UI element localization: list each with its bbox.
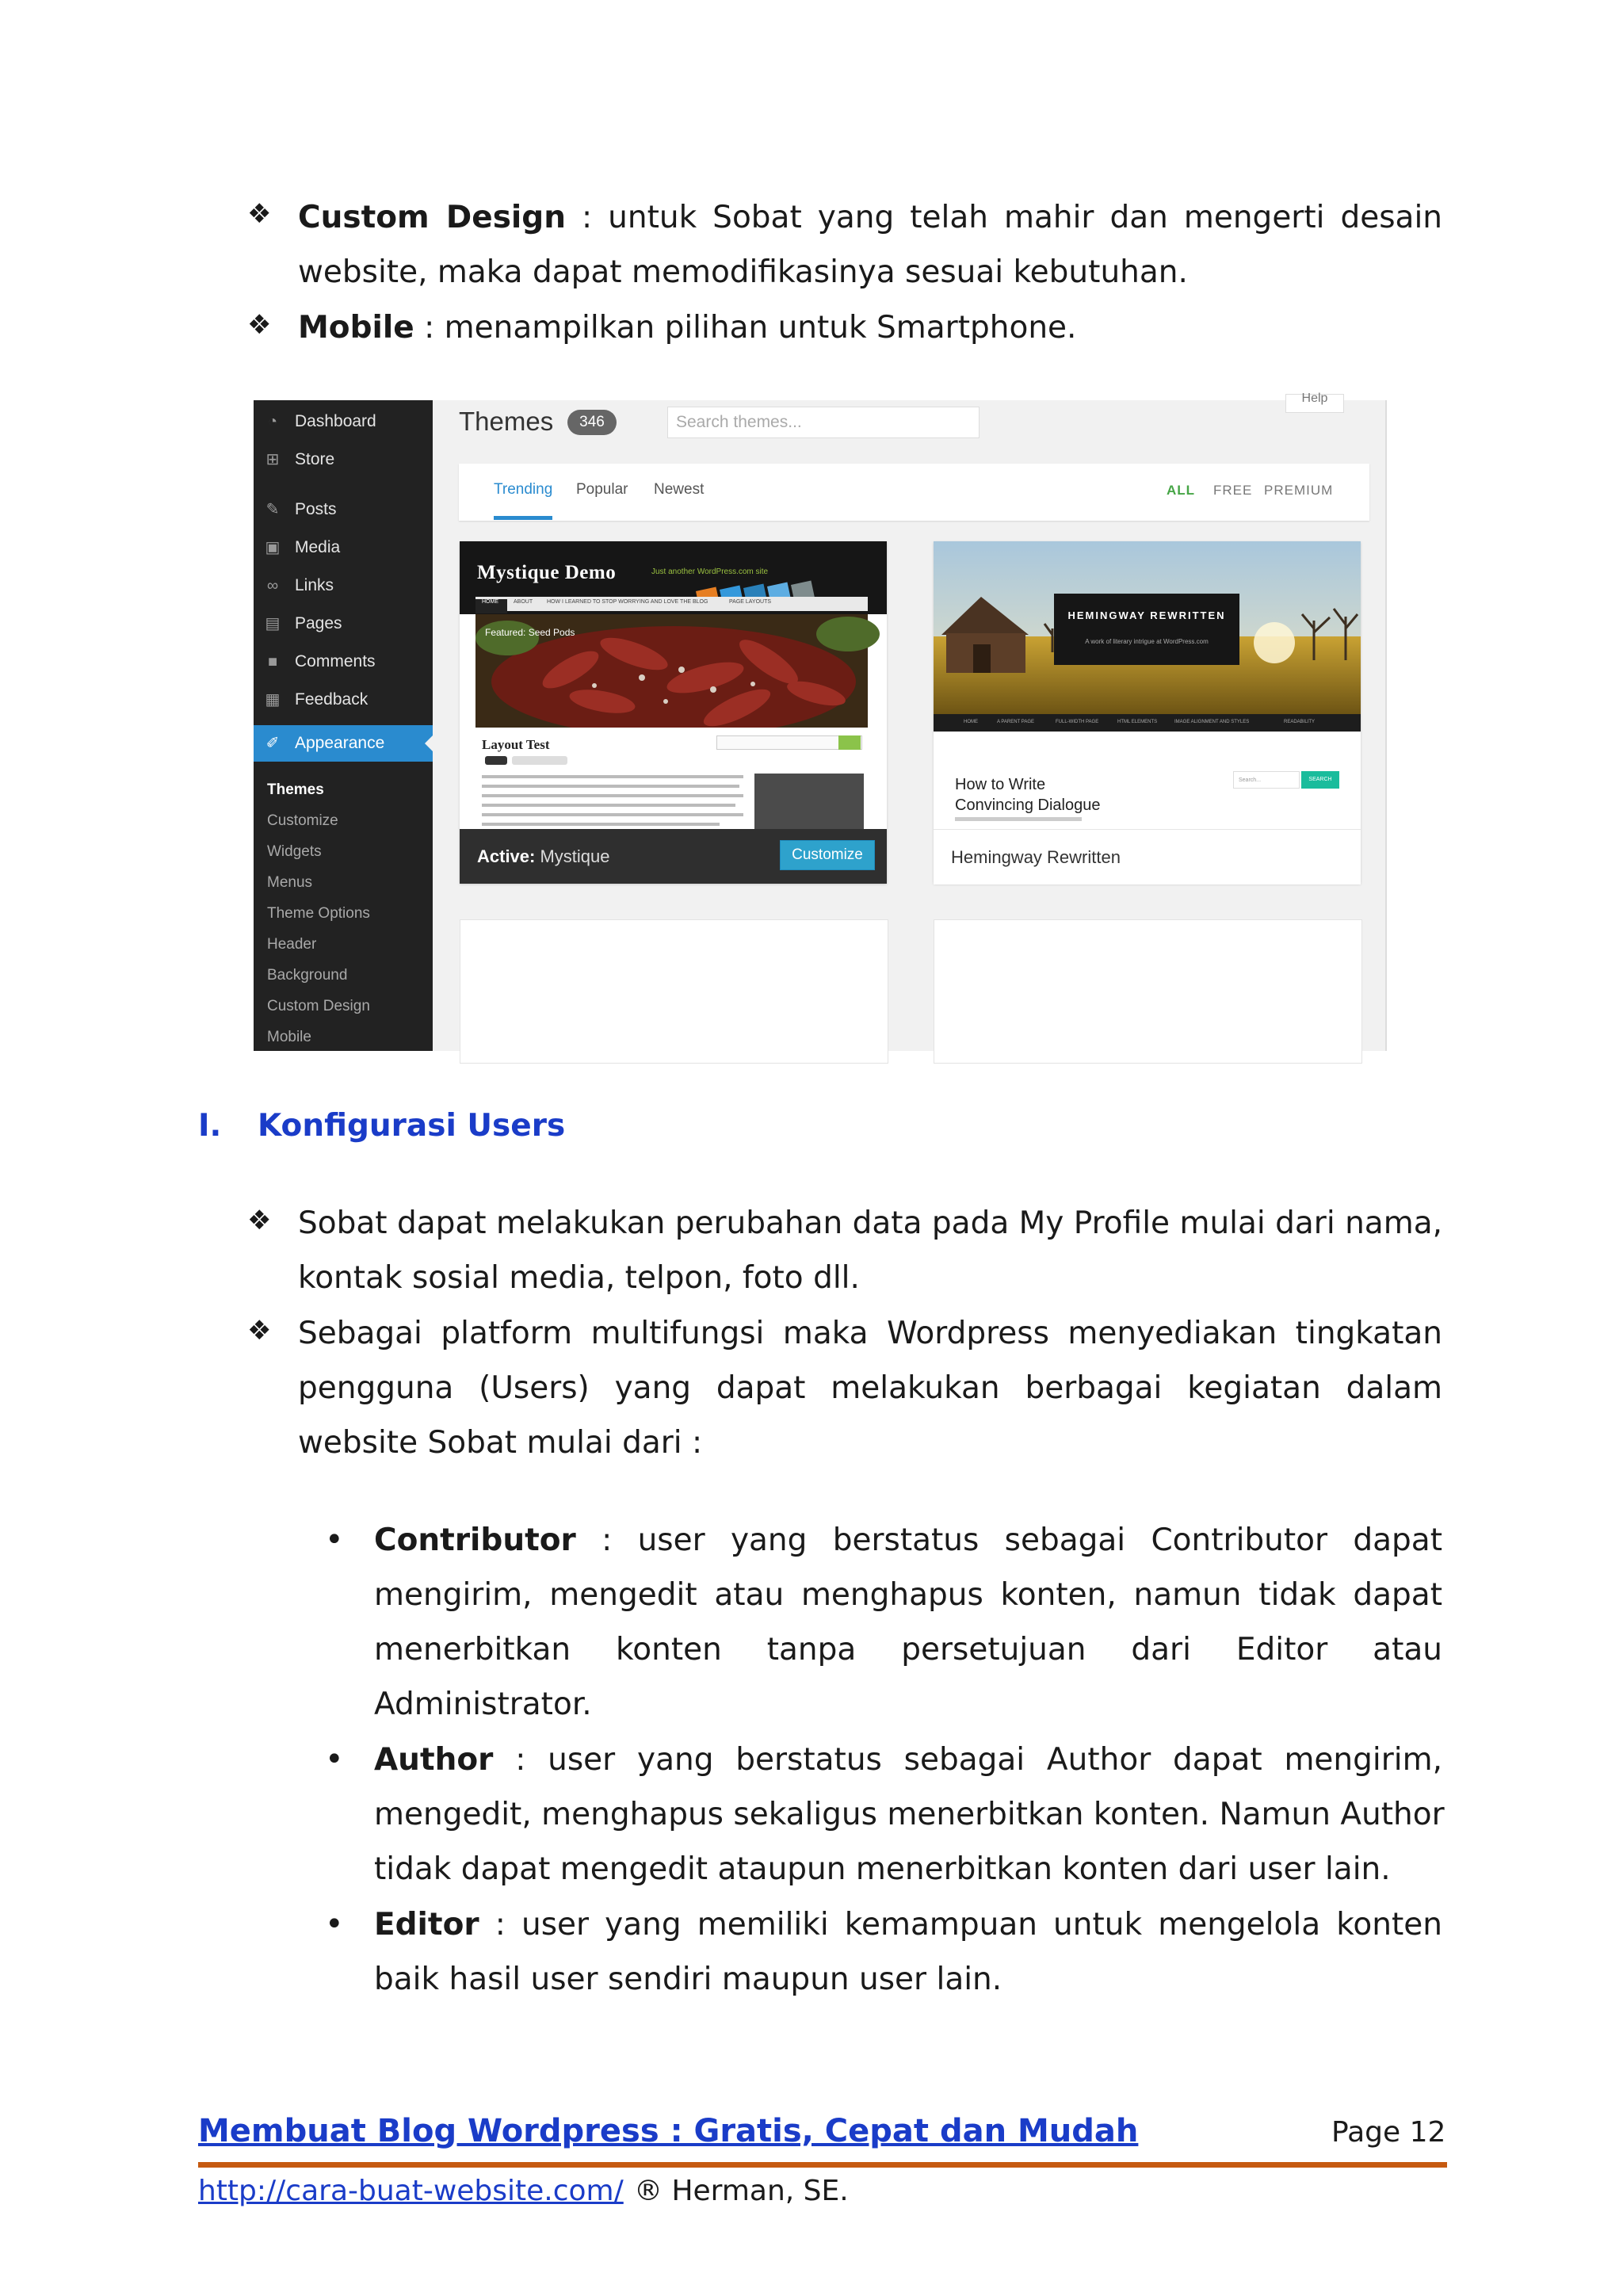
- page-number: Page 12: [1331, 2116, 1446, 2149]
- submenu-theme-options[interactable]: Theme Options: [267, 905, 370, 922]
- pin-icon: ✎: [265, 501, 280, 518]
- mystique-nav: HOME ABOUT HOW I LEARNED TO STOP WORRYING AND LOVE THE BLOG PAGE LAYOUTS: [475, 597, 868, 611]
- hemingway-header-image: [934, 541, 1361, 714]
- submenu-background[interactable]: Background: [267, 967, 348, 984]
- bullet-diamond-icon: ❖: [247, 1205, 272, 1236]
- hemingway-search-input: Search...: [1233, 771, 1300, 789]
- post-meta: [955, 817, 1082, 821]
- sidebar-item-comments[interactable]: ■ Comments: [254, 644, 433, 679]
- sidebar-item-pages[interactable]: ▤ Pages: [265, 614, 342, 632]
- active-tab-underline: [494, 516, 552, 520]
- filter-all[interactable]: ALL: [1167, 483, 1196, 498]
- featured-label: Featured: Seed Pods: [485, 627, 575, 638]
- filter-bar: [459, 464, 1369, 521]
- search-themes-input[interactable]: Search themes...: [667, 407, 980, 438]
- bullet-diamond-icon: ❖: [247, 198, 272, 230]
- bullet-dot-icon: •: [325, 1522, 344, 1558]
- filter-premium[interactable]: PREMIUM: [1264, 483, 1334, 498]
- hemingway-post-title: How to Write Convincing Dialogue: [955, 776, 1101, 814]
- submenu-widgets[interactable]: Widgets: [267, 843, 322, 860]
- active-theme-bar: Active: Mystique Customize: [460, 829, 887, 884]
- theme-card-placeholder[interactable]: [460, 919, 888, 1064]
- submenu-menus[interactable]: Menus: [267, 874, 313, 891]
- term-custom-design: Custom Design: [298, 200, 566, 235]
- bullet-diamond-icon: ❖: [247, 1315, 272, 1347]
- role-contributor: Contributor : user yang berstatus sebagai Contributor dapat mengirim, mengedit atau menghapus konten, namun tidak dapat menerbitkan konten tanpa persetujuan dari Editor atau Administrator.: [374, 1522, 1442, 1722]
- admin-sidebar: [254, 400, 433, 1051]
- theme-card-hemingway[interactable]: [934, 541, 1361, 884]
- sidebar-item-feedback[interactable]: ▦ Feedback: [265, 690, 369, 709]
- hemingway-site-title: HEMINGWAY REWRITTEN: [1067, 609, 1226, 621]
- hemingway-nav: HOME A PARENT PAGE FULL-WIDTH PAGE HTML ELEMENTS IMAGE ALIGNMENT AND STYLES READABILITY: [934, 714, 1361, 732]
- seed-pods-image: [475, 614, 868, 728]
- footer-divider: [198, 2162, 1447, 2168]
- mystique-header: [460, 541, 887, 614]
- submenu-mobile[interactable]: Mobile: [267, 1029, 311, 1045]
- footer-url-link[interactable]: http://cara-buat-website.com/: [198, 2175, 624, 2207]
- footer-title-link[interactable]: Membuat Blog Wordpress : Gratis, Cepat dan Mudah: [198, 2113, 1139, 2149]
- theme-card-placeholder[interactable]: [934, 919, 1362, 1064]
- theme-card-mystique[interactable]: [460, 541, 887, 884]
- tab-trending[interactable]: Trending: [494, 481, 553, 498]
- hemingway-site-description: A work of literary intrigue at WordPress.com: [1085, 638, 1209, 645]
- page-title: Themes: [459, 407, 554, 436]
- mystique-search-button: [838, 735, 861, 750]
- hemingway-search-button: SEARCH: [1301, 771, 1339, 789]
- section-heading: Konfigurasi Users: [258, 1108, 566, 1144]
- bullet-diamond-icon: ❖: [247, 309, 272, 341]
- mystique-logo: Mystique Demo: [477, 562, 617, 583]
- sidebar-item-dashboard[interactable]: ◔ Dashboard: [254, 404, 433, 439]
- mystique-tagline: Just another WordPress.com site: [651, 567, 769, 576]
- mystique-post: [475, 728, 868, 829]
- bullet-dot-icon: •: [325, 1741, 344, 1778]
- brush-icon: ✐: [265, 735, 280, 752]
- submenu-themes[interactable]: Themes: [267, 781, 324, 798]
- term-editor: Editor: [374, 1907, 479, 1943]
- tab-newest[interactable]: Newest: [654, 481, 705, 498]
- term-mobile: Mobile: [298, 310, 414, 346]
- mystique-widget: [754, 774, 864, 829]
- bullet-custom-design: Custom Design : untuk Sobat yang telah mahir dan mengerti desain website, maka dapat memodifikasinya sesuai kebutuhan.: [298, 200, 1443, 290]
- layout-test-title: Layout Test: [482, 737, 550, 752]
- dashboard-icon: ◔: [267, 413, 278, 430]
- bullet-dot-icon: •: [325, 1906, 344, 1943]
- submenu-custom-design[interactable]: Custom Design: [267, 998, 370, 1014]
- bullet-my-profile: Sobat dapat melakukan perubahan data pada My Profile mulai dari nama, kontak sosial media, telpon, foto dll.: [298, 1205, 1442, 1296]
- bullet-mobile: Mobile : menampilkan pilihan untuk Smartphone.: [298, 310, 1077, 346]
- sidebar-item-media[interactable]: ▣ Media: [265, 538, 341, 556]
- help-button[interactable]: Help: [1285, 394, 1344, 413]
- term-author: Author: [374, 1742, 494, 1778]
- section-number: I.: [198, 1108, 222, 1144]
- feedback-icon: ▦: [265, 691, 281, 709]
- link-icon: ∞: [266, 577, 279, 594]
- theme-name-bar: [934, 829, 1361, 884]
- hemingway-title-box: [1054, 594, 1239, 665]
- footer-owner: ® Herman, SE.: [634, 2175, 849, 2207]
- sidebar-item-store[interactable]: ⊞ Store: [265, 450, 335, 468]
- submenu-customize[interactable]: Customize: [267, 812, 338, 829]
- bullet-user-levels: Sebagai platform multifungsi maka Wordpress menyediakan tingkatan pengguna (Users) yang dapat melakukan berbagai kegiatan dalam website Sobat mulai dari :: [298, 1316, 1442, 1461]
- comment-icon: ■: [267, 653, 278, 670]
- theme-count-badge: 346: [567, 410, 617, 435]
- role-author: Author : user yang berstatus sebagai Author dapat mengirim, mengedit, menghapus sekaligus menerbitkan konten. Namun Author tidak dapat mengedit ataupun menerbitkan konten dari user lain.: [374, 1742, 1445, 1887]
- tab-popular[interactable]: Popular: [576, 481, 628, 498]
- sidebar-item-posts[interactable]: ✎ Posts: [265, 500, 337, 518]
- themes-screenshot: [254, 392, 1387, 1051]
- submenu-header[interactable]: Header: [267, 936, 317, 953]
- sidebar-item-links[interactable]: ∞ Links: [254, 568, 433, 603]
- theme-name: Hemingway Rewritten: [951, 847, 1121, 867]
- role-editor: Editor : user yang memiliki kemampuan untuk mengelola konten baik hasil user sendiri maupun user lain.: [374, 1907, 1442, 1997]
- filter-free[interactable]: FREE: [1213, 483, 1253, 498]
- active-arrow: [425, 735, 433, 752]
- term-contributor: Contributor: [374, 1522, 576, 1558]
- customize-button[interactable]: Customize: [780, 840, 875, 870]
- media-icon: ▣: [265, 539, 281, 556]
- cart-icon: ⊞: [265, 451, 280, 468]
- pages-icon: ▤: [265, 615, 281, 632]
- sidebar-item-appearance[interactable]: ✐ Appearance: [254, 725, 433, 762]
